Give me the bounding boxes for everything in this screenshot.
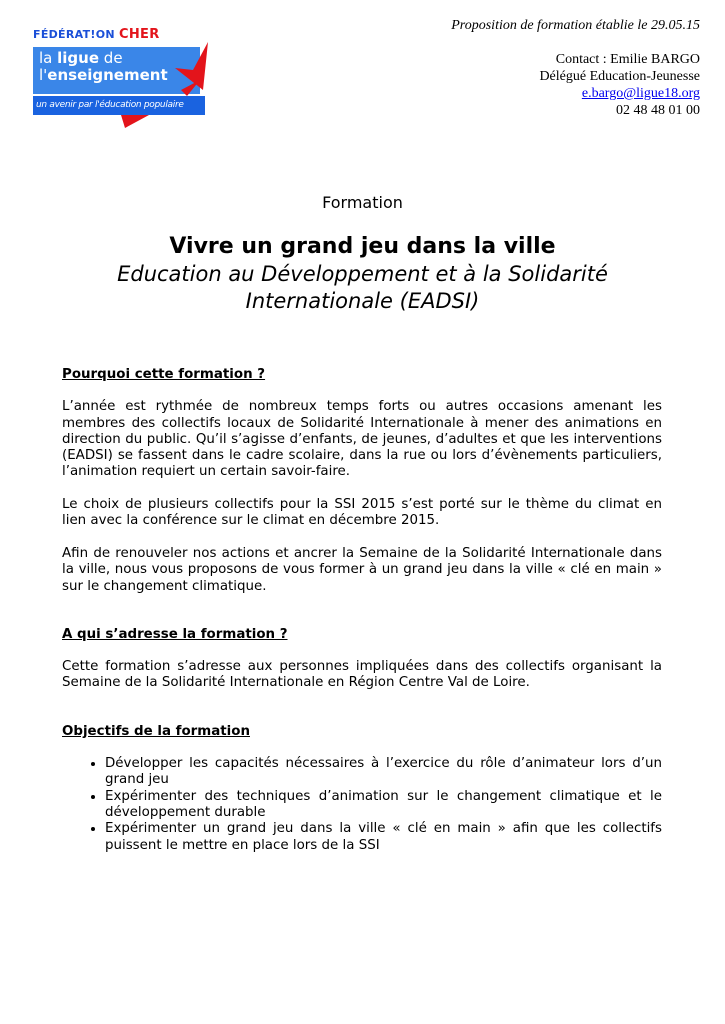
section-heading-who: A qui s’adresse la formation ? bbox=[62, 626, 288, 642]
doc-subtitle bbox=[0, 261, 725, 315]
contact-header bbox=[451, 17, 700, 119]
logo-text: l' bbox=[39, 66, 48, 84]
logo-red-triangle-icon bbox=[121, 115, 151, 129]
contact-role: Délégué Education-Jeunesse bbox=[539, 69, 700, 84]
paragraph: L’année est rythmée de nombreux temps forts ou autres occasions amenant les membres des collectifs locaux de Solidarité Internationale à mener des animations en direction du public. Qu’il s’agisse d’enfants, de jeunes, d’adultes et que les interventions (EADSI) se fassent dans le cadre scolaire, dans la rue ou lors d’évènements particuliers, l’animation requiert un certain savoir-faire. bbox=[62, 399, 662, 480]
contact-name: Contact : Emilie BARGO bbox=[555, 52, 700, 67]
paragraph: Cette formation s’adresse aux personnes impliquées dans des collectifs organisant la Semaine de la Solidarité Internationale en Région Centre Val de Loire. bbox=[62, 659, 662, 691]
list-item: • Expérimenter des techniques d’animation sur le changement climatique et le développement durable bbox=[105, 789, 662, 822]
subtitle-line-1: Education au Développement et à la Solidarité bbox=[117, 262, 608, 286]
logo-text: enseignement bbox=[47, 66, 168, 84]
section-heading-why: Pourquoi cette formation ? bbox=[62, 367, 266, 382]
logo-text: la bbox=[39, 49, 53, 67]
logo-federation-text: FÉDÉRAT!ON bbox=[33, 28, 115, 41]
logo-tagline: un avenir par l'éducation populaire bbox=[33, 96, 205, 115]
contact-email-link[interactable]: e.bargo@ligue18.org bbox=[581, 86, 700, 101]
doc-title: Vivre un grand jeu dans la ville bbox=[169, 234, 556, 259]
subtitle-line-2: Internationale (EADSI) bbox=[245, 289, 480, 313]
logo-text: de bbox=[103, 49, 123, 67]
paragraph: Le choix de plusieurs collectifs pour la SSI 2015 s’est porté sur le thème du climat en lien avec la conférence sur le climat en décembre 2015. bbox=[62, 497, 662, 529]
logo-text: ligue bbox=[57, 49, 100, 67]
logo-cher-text: CHER bbox=[119, 27, 160, 42]
paragraph: Afin de renouveler nos actions et ancrer la Semaine de la Solidarité Internationale dans la ville, nous vous proposons de vous former à un grand jeu dans la ville « clé en main » sur le changement climatique. bbox=[62, 545, 662, 594]
goals-list bbox=[62, 756, 662, 854]
ligue-enseignement-logo bbox=[33, 27, 213, 122]
contact-phone: 02 48 48 01 00 bbox=[616, 103, 700, 118]
list-item: • Expérimenter un grand jeu dans la ville « clé en main » afin que les collectifs puissent le mettre en place lors de la SSI bbox=[105, 821, 662, 854]
list-item: • Développer les capacités nécessaires à l’exercice du rôle d’animateur lors d’un grand jeu bbox=[105, 756, 662, 789]
doc-body bbox=[62, 367, 662, 854]
section-heading-goals: Objectifs de la formation bbox=[62, 723, 250, 739]
doc-kicker: Formation bbox=[322, 193, 403, 212]
logo-red-triangles-icon bbox=[163, 42, 213, 96]
logo-federation bbox=[33, 27, 160, 42]
proposition-date: Proposition de formation établie le 29.05.15 bbox=[451, 18, 700, 33]
